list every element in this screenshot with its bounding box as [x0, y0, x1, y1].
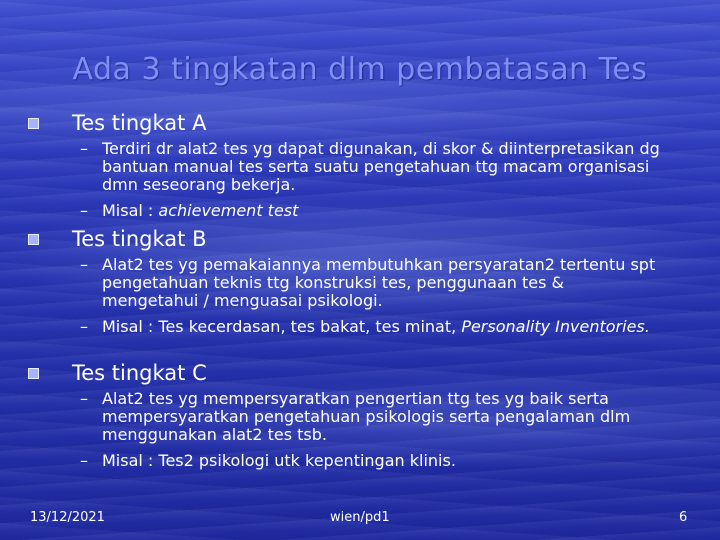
square-bullet-icon: [28, 234, 39, 245]
sub-item-text: Alat2 tes yg pemakaiannya membutuhkan persyaratan2 tertentu spt pengetahuan teknis ttg konstruksi tes, penggunaan tes & mengetahui / menguasai psikologi.: [102, 255, 656, 310]
footer-page-number: 6: [679, 510, 688, 525]
dash-marker: –: [80, 255, 88, 274]
sub-item-text: Alat2 tes yg mempersyaratkan pengertian ttg tes yg baik serta mempersyaratkan pengetahuan psikologis serta pengalaman dlm menggunakan alat2 tes tsb.: [102, 389, 631, 444]
bullet-label: Tes tingkat C: [72, 361, 207, 385]
example-term: achievement test: [158, 201, 299, 220]
sub-item-text: [102, 202, 662, 220]
dash-marker: –: [80, 451, 88, 470]
sub-item: [80, 140, 680, 194]
bullet-label: Tes tingkat A: [72, 111, 207, 135]
footer-author: wien/pd1: [330, 510, 390, 525]
sub-item-text: Terdiri dr alat2 tes yg dapat digunakan, di skor & diinterpretasikan dg bantuan manual tes serta suatu pengetahuan ttg macam organisasi dmn seseorang bekerja.: [102, 139, 660, 194]
sub-item: [80, 390, 680, 444]
dash-marker: –: [80, 317, 88, 336]
example-term: Personality Inventories.: [461, 317, 650, 336]
footer-date: 13/12/2021: [30, 510, 105, 525]
dash-marker: –: [80, 139, 88, 158]
dash-marker: –: [80, 389, 88, 408]
sub-item-text: [102, 318, 662, 336]
sub-item: [80, 256, 680, 310]
slide-title: Ada 3 tingkatan dlm pembatasan Tes: [72, 52, 648, 87]
bullet-label: Tes tingkat B: [72, 227, 207, 251]
square-bullet-icon: [28, 118, 39, 129]
dash-marker: –: [80, 201, 88, 220]
sub-item-text: Misal : Tes2 psikologi utk kepentingan klinis.: [102, 451, 456, 470]
example-prefix: Misal :: [102, 201, 159, 220]
square-bullet-icon: [28, 368, 39, 379]
example-prefix: Misal : Tes kecerdasan, tes bakat, tes minat,: [102, 317, 462, 336]
